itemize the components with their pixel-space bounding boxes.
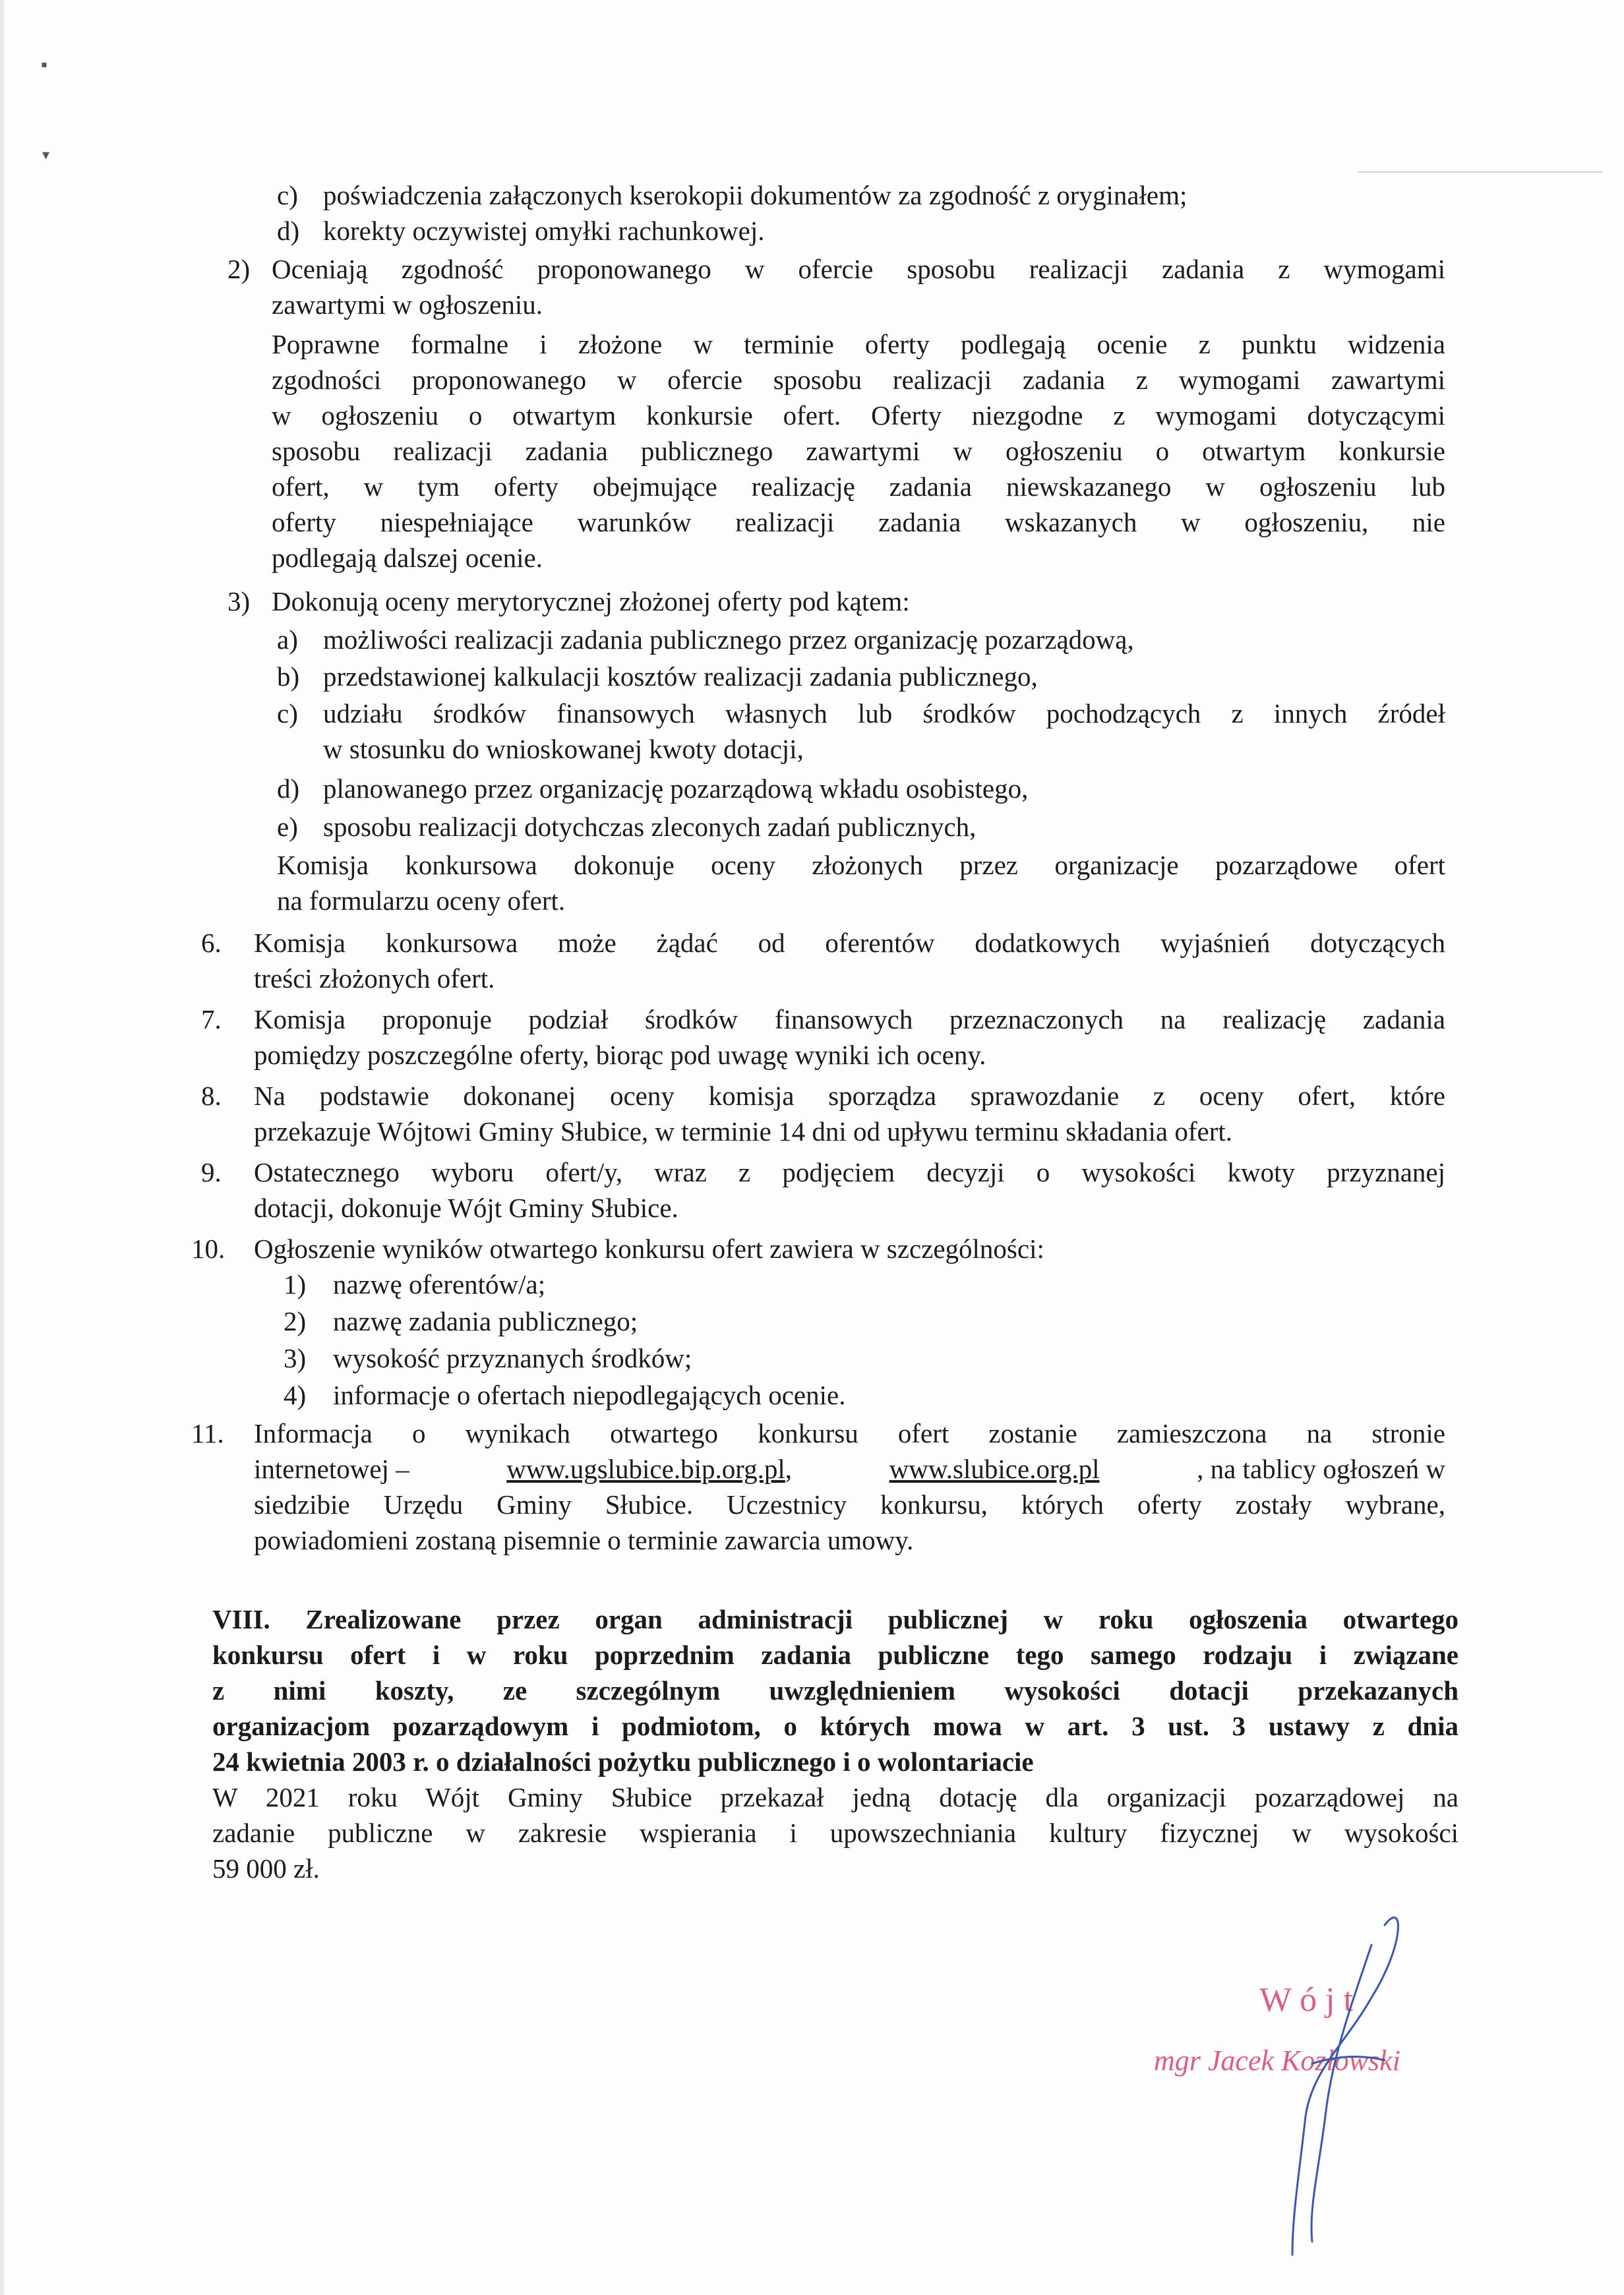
list-item-text: udziału środków finansowych własnych lub środków pochodzących z innych źródeł <box>323 698 1445 729</box>
paragraph-line: sposobu realizacji zadania publicznego zawartymi w ogłoszeniu o otwartym konkursie <box>272 436 1445 466</box>
list-item-text: planowanego przez organizację pozarządową wkładu osobistego, <box>323 773 1029 804</box>
list-marker: d) <box>277 773 300 804</box>
list-marker: c) <box>277 180 298 210</box>
list-marker: 8. <box>201 1081 222 1111</box>
list-item-text: sposobu realizacji dotychczas zleconych zadań publicznych, <box>323 812 977 842</box>
links-group <box>506 1452 792 1486</box>
list-item-text: Komisja konkursowa może żądać od oferentów dodatkowych wyjaśnień dotyczących <box>254 928 1445 958</box>
list-item-text: powiadomieni zostaną pisemnie o terminie zawarcia umowy. <box>254 1525 914 1555</box>
section-heading-line: VIII. Zrealizowane przez organ administracji publicznej w roku ogłoszenia otwartego <box>212 1604 1459 1634</box>
section-heading-line: konkursu ofert i w roku poprzednim zadania publiczne tego samego rodzaju i związane <box>212 1640 1459 1670</box>
paragraph-line: Komisja konkursowa dokonuje oceny złożonych przez organizacje pozarządowe ofert <box>277 850 1445 880</box>
stamp-graphic <box>1095 1899 1517 2268</box>
list-item-text: informacje o ofertach niepodlegających ocenie. <box>333 1380 846 1410</box>
section-heading-line: z nimi koszty, ze szczególnym uwzględnieniem wysokości dotacji przekazanych <box>212 1675 1459 1706</box>
list-item-text: wysokość przyznanych środków; <box>333 1343 692 1373</box>
scan-line <box>1358 171 1602 173</box>
list-item-text: Ogłoszenie wyników otwartego konkursu ofert zawiera w szczególności: <box>254 1234 1044 1264</box>
paragraph-line: W 2021 roku Wójt Gminy Słubice przekazał jedną dotację dla organizacji pozarządowej na <box>212 1782 1459 1812</box>
paragraph-line: Poprawne formalne i złożone w terminie oferty podlegają ocenie z punktu widzenia <box>272 329 1445 359</box>
list-marker: e) <box>277 812 298 842</box>
list-marker: 10. <box>191 1234 226 1264</box>
text-fragment: internetowej – <box>254 1454 409 1484</box>
paragraph-line: podlegają dalszej ocenie. <box>272 543 543 573</box>
list-item-text: nazwę zadania publicznego; <box>333 1306 638 1336</box>
website-link[interactable]: www.slubice.org.pl <box>889 1454 1100 1484</box>
scan-speck: ▪ <box>41 54 47 75</box>
paragraph-line: Oceniają zgodność proponowanego w ofercie sposobu realizacji zadania z wymogami <box>272 254 1445 284</box>
list-marker: 2) <box>227 254 251 284</box>
list-item-text-with-links <box>254 1452 1445 1486</box>
section-heading-line: organizacjom pozarządowym i podmiotom, o których mowa w art. 3 ust. 3 ustawy z dnia <box>212 1711 1459 1741</box>
list-item-text: możliwości realizacji zadania publicznego przez organizację pozarządową, <box>323 624 1134 655</box>
link-separator: , <box>785 1454 793 1484</box>
list-marker: c) <box>277 698 298 729</box>
handwritten-signature <box>1292 1917 1398 2255</box>
list-marker: 6. <box>201 928 222 958</box>
list-marker: 9. <box>201 1157 222 1187</box>
paragraph-line: zawartymi w ogłoszeniu. <box>272 289 543 320</box>
list-marker: 7. <box>201 1004 222 1034</box>
list-marker: 3) <box>227 586 251 616</box>
list-marker: 3) <box>284 1343 307 1373</box>
list-marker: 1) <box>284 1269 307 1299</box>
list-item-text: w stosunku do wnioskowanej kwoty dotacji, <box>323 734 804 764</box>
list-item-text: przekazuje Wójtowi Gminy Słubice, w terminie 14 dni od upływu terminu składania ofert. <box>254 1116 1233 1147</box>
paragraph-line: na formularzu oceny ofert. <box>277 885 566 916</box>
paragraph-line: ofert, w tym oferty obejmujące realizację zadania niewskazanego w ogłoszeniu lub <box>272 471 1445 502</box>
list-item-text: nazwę oferentów/a; <box>333 1269 546 1299</box>
list-item-text: Dokonują oceny merytorycznej złożonej oferty pod kątem: <box>272 586 910 616</box>
svg-text:mgr Jacek Kozłowski: mgr Jacek Kozłowski <box>1154 2044 1400 2077</box>
paragraph-line: oferty niespełniające warunków realizacji zadania wskazanych w ogłoszeniu, nie <box>272 507 1445 537</box>
list-item-text: Ostatecznego wyboru ofert/y, wraz z podjęciem decyzji o wysokości kwoty przyznanej <box>254 1157 1445 1187</box>
paragraph-line: 59 000 zł. <box>212 1853 320 1884</box>
list-item-text: korekty oczywistej omyłki rachunkowej. <box>323 216 765 246</box>
list-marker: 4) <box>284 1380 307 1410</box>
paragraph-line: zgodności proponowanego w ofercie sposobu realizacji zadania z wymogami zawartymi <box>272 365 1445 395</box>
list-marker: d) <box>277 216 300 246</box>
paragraph-line: zadanie publiczne w zakresie wspierania i upowszechniania kultury fizycznej w wysokości <box>212 1818 1459 1848</box>
scan-speck: ▾ <box>42 146 50 163</box>
list-marker: a) <box>277 624 298 655</box>
scan-edge <box>0 0 4 2295</box>
signature-stamp <box>1095 1899 1517 2268</box>
list-item-text: przedstawionej kalkulacji kosztów realizacji zadania publicznego, <box>323 661 1038 692</box>
list-item-text: Na podstawie dokonanej oceny komisja sporządza sprawozdanie z oceny ofert, które <box>254 1081 1445 1111</box>
paragraph-line: w ogłoszeniu o otwartym konkursie ofert. Oferty niezgodne z wymogami dotyczącymi <box>272 400 1445 431</box>
list-item-text: dotacji, dokonuje Wójt Gminy Słubice. <box>254 1193 678 1223</box>
list-marker: b) <box>277 661 300 692</box>
list-item-text: pomiędzy poszczególne oferty, biorąc pod uwagę wyniki ich oceny. <box>254 1040 986 1070</box>
list-marker: 11. <box>191 1418 224 1448</box>
list-marker: 2) <box>284 1306 307 1336</box>
section-heading-line: 24 kwietnia 2003 r. o działalności pożytku publicznego i o wolontariacie <box>212 1746 1034 1777</box>
svg-text:W ó j t: W ó j t <box>1259 1981 1354 2019</box>
list-item-text: Komisja proponuje podział środków finansowych przeznaczonych na realizację zadania <box>254 1004 1445 1034</box>
bip-link[interactable]: www.ugslubice.bip.org.pl <box>506 1454 785 1484</box>
list-item-text: Informacja o wynikach otwartego konkursu ofert zostanie zamieszczona na stronie <box>254 1418 1445 1448</box>
list-item-text: treści złożonych ofert. <box>254 963 495 994</box>
list-item-text: siedzibie Urzędu Gminy Słubice. Uczestnicy konkursu, których oferty zostały wybrane, <box>254 1489 1445 1520</box>
list-item-text: poświadczenia załączonych kserokopii dokumentów za zgodność z oryginałem; <box>323 180 1188 210</box>
text-fragment: , na tablicy ogłoszeń w <box>1197 1454 1445 1484</box>
